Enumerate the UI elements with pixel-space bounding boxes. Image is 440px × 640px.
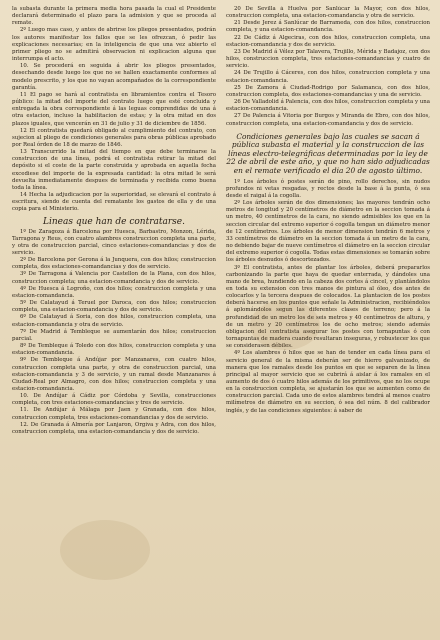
line-item: 20 De Sevilla á Huelva por Sanlúcar la Mayor, con dos hilos, construccion completa, una estacion-comandancia y otra de servicio. (226, 6, 430, 20)
condition-paragraph: 3º El contratista, antes de plantar los árboles, deberá prepararlos carbonizando la parte que haya de quedar enterrada, y dándoles una mano de brea, hundiendo en la cabeza dos cortes á cincel, y plantándolos en toda su extension con tres manos de pintura al óleo, dos antes de colocarlos y la tercera despues de colocados. La plantacion de los postes deberá hacerse en los puntos que señale la Administracion, recibiéndolos á aplomándolos segun las diferentes clases de terreno; pero á la profundidad de un metro los de seis metros y 40 centímetros de altura, y de un metro y 20 centímetros los de ocho metros; siendo además obligacion del contratista asegurar los postes con tornapuntas ó con tornapuntas de madera cuando resultaran inseguras, y robustecer los que se considerasen débiles. (226, 264, 430, 350)
line-item: 10. De Andújar á Cádiz por Córdoba y Sevilla, construcciones completa, con tres estaciones-comandancias y tres de servicio. (12, 393, 216, 407)
line-item: 2º De Barcelona por Gerona á la Junquera, con dos hilos; construccion completa, dos estaciones-comandancias y dos de servicio. (12, 257, 216, 271)
section-heading: Lineas que han de contratarse. (43, 216, 185, 227)
line-item: 22 De Cádiz á Algeciras, con dos hilos, construccion completa, una estacion-comandancia y dos de servicio. (226, 34, 430, 48)
paragraph: la subasta durante la primera media hora pasada la cual el Presidente declarará determinado el plazo para la admision y que se proceda al remate. (12, 6, 216, 27)
line-item: 3º De Tarragona á Valencia por Castellon de la Plana, con dos hilos, construccion completa; una estacion-comandancia y dos de servicio. (12, 271, 216, 285)
condition-paragraph: 4º Los alambres ó hilos que se han de tender en cada línea para el servicio general de la misma deberán ser de hierro galvanizado, de manera que los ramales desde los puntos en que se separen de la línea principal al mayor servicio que se cubrirá á aislar á los ramales en el aumento de dos ó cuatro hilos además de los primitivos, que no los ocupe en la construccion completa, se ajustarán los que se aumenten como de construccion parcial. Cada uno de estos alambres tendrá al menos cuatro milímetros de diámetro en su seccion, ó sea del núm. 8 del calibrador inglés, y de las condiciones siguientes: á saber de (226, 350, 430, 414)
line-item: 26 De Valladolid á Palencia, con dos hilos, construccion completa y una estacion-comandancia. (226, 99, 430, 113)
condition-paragraph: 2º Los árboles serán de dos dimensiones; las mayores tendrán ocho metros de longitud y 20 centímetros de diámetro en la seccion tomada á un metro, 40 centímetros de la cara, no siendo admisibles los que en la seccion circular del extremo superior ó cogolla tengan un diámetro menor de 12 centímetros. Los árboles de menor dimension tendrán 6 metros y 33 centímetros de diámetro en la seccion tomada á un metro de la cara, no debiendo bajar de nueve centímetros el diámetro en la seccion circular del extremo superior ó cogolla. Todas estas dimensiones se tomarán sobre los árboles desnudos ó descortezados. (226, 200, 430, 264)
line-item: 5º De Calatayud á Teruel por Daroca, con dos hilos; construccion completa, una estacion-comandancia y dos de servicio. (12, 300, 216, 314)
line-item: 6º De Calatayud á Soria, con dos hilos, construccion completa, una estacion-comandancia y otra de servicio. (12, 314, 216, 328)
left-column (12, 6, 216, 634)
line-item: 8º De Tembleque á Toledo con dos hilos, construccion completa y una estacion-comandancia. (12, 343, 216, 357)
paragraph: 14 Hecha la adjudicacion por la superioridad, se elevará el contrato á escritura, siendo de cuenta del rematante los gastos de ella y de una copia para el Ministerio. (12, 192, 216, 213)
line-item: 23 De Madrid á Vélez por Talavera, Trujillo, Mérida y Badajoz, con dos hilos, construccion completa, tres estaciones-comandancias y cuatro de servicio. (226, 48, 430, 70)
line-item: 11. De Andújar á Málaga por Jaen y Granada, con dos hilos, construccion completa, tres estaciones-comandancias y dos de servicio. (12, 407, 216, 421)
line-item: 4º De Huesca á Logroño, con dos hilos; construccion completa y una estacion-comandancia. (12, 285, 216, 299)
condition-paragraph: 1º Los árboles ó postes serán de pino, rollo derechos, sin nudos profundos ni vetas resgadas, y rectos desde la base á la punta, ó sea desde el raigal á la cogolla. (226, 178, 430, 199)
line-item: 9º De Tembleque á Andújar por Manzanares, con cuatro hilos, construccion completa una parte, y otra de construccion parcial, una estacion-comandancia y 3 de servicio, y un ramal desde Manzanares á Ciudad-Real por Almagro, con dos hilos; construccion completa y una estacion-comandancia. (12, 357, 216, 392)
paragraph: 11 El pago se hará al contratista en libramientos contra el Tesoro público: la mitad del importe del contrato luego que esté concluida y entregada la obra correspondiente á las leguas comprendidas de una á otra estacion, incluso la habilitacion de estas; y la otra mitad en dos plazos iguales, que vencerán en 31 de julio y 31 de diciembre de 1856. (12, 91, 216, 127)
line-item: 27 De Palencia á Vitoria por Burgos y Miranda de Ebro, con dos hilos, construccion completa, una estacion-comandancia y dos de servicio. (226, 113, 430, 127)
paragraph: 2º Luego mas caso, y antes de abrirse los pliegos presentados, podrán los autores manifestar los fallos que se les ofrezcan, ó pedir las explicaciones necesarias; en la inteligencia de que una vez abierto el primer pliego no se admitirá observacion ni explicacion alguna que interrumpa el acto. (12, 27, 216, 63)
conditions-heading: Condiciones generales bajo las cuales se sacan á pública subasta el material y la construccion de las líneas electro-telegráficas determinadas por la ley de 22 de abril de este año, y que no han sido adjudicadas en el remate verificado el dia 20 de agosto último. (226, 131, 430, 176)
paragraph: 12 El contratista quedará obligado al cumplimiento del contrato, con sujecion al pliego de condiciones generales para obras públicas aprobado por Real órden de 18 de marzo de 1846. (12, 127, 216, 148)
paragraph: 10. Se procederá en seguida á abrir los pliegos presentados, desechando desde luego los que no se hallen exactamente conformes al modelo prescrito, y los que no vayan acompañados de la correspondiente garantía. (12, 63, 216, 91)
line-item: 12. De Granada á Almería por Lanjaron, Orgiva y Adra, con dos hilos, construccion completa, una estacion-comandancia y dos de servicio. (12, 421, 216, 435)
line-item: 24 De Trujillo á Cáceres, con dos hilos, construccion completa y una estacion-comandancia. (226, 70, 430, 84)
paragraph: 13 Transcurrido la mitad del tiempo en que debe terminarse la construccion de una línea, podrá el contratista retirar la mitad del depósito si el coste de la parte construida y aprobada en aquella fecha excediese del importe de la expresada cantidad: la otra mitad le será devuelta inmediatamente despues de terminada y recibida como buena toda la línea. (12, 149, 216, 191)
right-column (226, 6, 430, 634)
line-item: 1º De Zaragoza á Barcelona por Huesca, Barbastro, Monzon, Lérida, Tarragona y Reus, con cuatro alambres construccion completa una parte, y otra de construccion parcial, cinco estaciones-comandancias y dos de servicio. (12, 228, 216, 256)
line-item: 25 De Zamora á Ciudad-Rodrigo por Salamanca, con dos hilos, construccion completa, dos estaciones-comandancias y una de servicio. (226, 84, 430, 98)
text-columns (12, 6, 430, 634)
line-item: 7º De Madrid á Tembleque se aumentarán dos hilos; construccion parcial. (12, 328, 216, 342)
line-item: 21 Desde Jerez á Sanlúcar de Barrameda, con dos hilos, construccion completa, y una estacion-comandancia. (226, 20, 430, 34)
